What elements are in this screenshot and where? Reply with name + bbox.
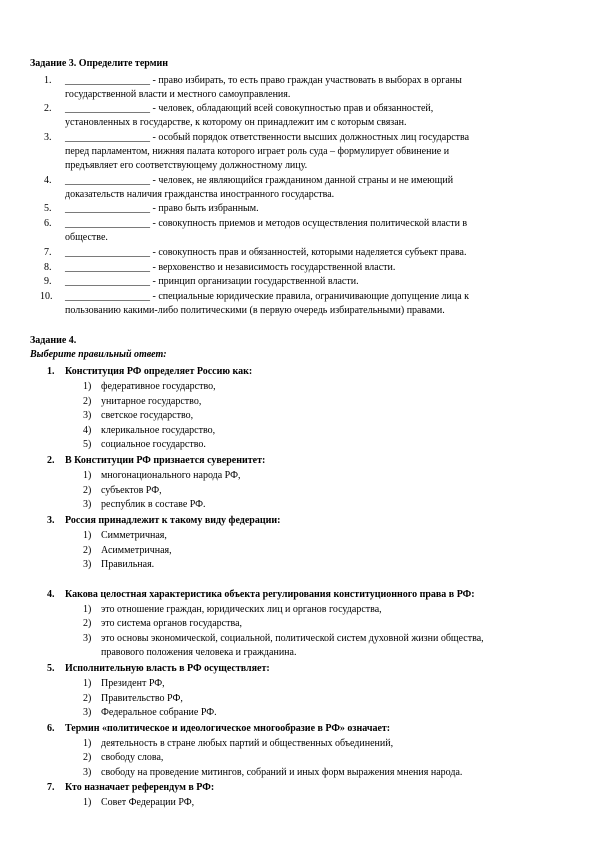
answer-option-continuation: правового положения человека и гражданина. xyxy=(101,647,297,658)
answer-option: клерикальное государство, xyxy=(101,425,216,436)
task3-item-line: доказательств наличия гражданства иностранного государства. xyxy=(65,189,335,200)
task3-item-num: 5. xyxy=(44,203,52,214)
task3-item-line: _________________ - совокупность приемов и методов осуществления политической власти в xyxy=(65,218,468,229)
task3-item-num: 1. xyxy=(44,75,52,86)
question-num: 1. xyxy=(47,366,55,377)
answer-option: социальное государство. xyxy=(101,439,206,450)
question-num: 6. xyxy=(47,723,55,734)
answer-option: субъектов РФ, xyxy=(101,485,162,496)
answer-option: светское государство, xyxy=(101,410,194,421)
task3-item-line: _________________ - человек, не являющийся гражданином данной страны и не имеющий xyxy=(65,175,454,186)
task3-item-num: 7. xyxy=(44,247,52,258)
task3-item-line: _________________ - верховенство и независимость государственной власти. xyxy=(65,262,396,273)
answer-option: многонационального народа РФ, xyxy=(101,470,241,481)
task3-item-num: 6. xyxy=(44,218,52,229)
task3-item-line: _________________ - право быть избранным. xyxy=(65,203,259,214)
answer-option: Совет Федерации РФ, xyxy=(101,797,195,808)
task4-heading: Задание 4. xyxy=(30,335,77,346)
task3-item-line: предъявляет его соответствующему должностному лицу. xyxy=(65,160,308,171)
task3-item-line: обществе. xyxy=(65,232,108,243)
question-text: Россия принадлежит к такому виду федерации: xyxy=(65,515,281,526)
task3-item-line: перед парламентом, нижняя палата которого играет роль суда – формулирует обвинение и xyxy=(65,146,450,157)
answer-option: Асимметричная, xyxy=(101,545,172,556)
question-text: Термин «политическое и идеологическое многообразие в РФ» означает: xyxy=(65,723,391,734)
answer-option: федеративное государство, xyxy=(101,381,216,392)
task3-heading: Задание 3. Определите термин xyxy=(30,58,169,69)
task3-item-num: 4. xyxy=(44,175,52,186)
task3-item-line: _________________ - особый порядок ответственности высших должностных лиц государства xyxy=(65,132,470,143)
answer-option: республик в составе РФ. xyxy=(101,499,206,510)
task3-item-line: пользованию какими-либо политическими (в первую очередь избирательными) правами. xyxy=(65,305,445,316)
task3-item-line: _________________ - специальные юридические правила, ограничивающие допущение лица к xyxy=(65,291,470,302)
question-text: Какова целостная характеристика объекта регулирования конституционного права в РФ: xyxy=(65,589,475,600)
question-text: Конституция РФ определяет Россию как: xyxy=(65,366,253,377)
task3-item-line: _________________ - человек, обладающий всей совокупностью прав и обязанностей, xyxy=(65,103,434,114)
question-text: Исполнительную власть в РФ осуществляет: xyxy=(65,663,270,674)
answer-option: деятельность в стране любых партий и общественных объединений, xyxy=(101,738,394,749)
question-num: 4. xyxy=(47,589,55,600)
task3-item-num: 3. xyxy=(44,132,52,143)
answer-option: унитарное государство, xyxy=(101,396,202,407)
task3-item-num: 8. xyxy=(44,262,52,273)
answer-option: это отношение граждан, юридических лиц и органов государства, xyxy=(101,604,382,615)
answer-option: Правильная. xyxy=(101,559,155,570)
task3-item-line: государственной власти и местного самоуправления. xyxy=(65,89,291,100)
answer-option: Симметричная, xyxy=(101,530,167,541)
task3-item-line: _________________ - принцип организации государственной власти. xyxy=(65,276,359,287)
question-num: 2. xyxy=(47,455,55,466)
question-num: 5. xyxy=(47,663,55,674)
task3-item-num: 10. xyxy=(40,291,53,302)
task3-item-num: 9. xyxy=(44,276,52,287)
task3-item-line: _________________ - совокупность прав и обязанностей, которыми наделяется субъект права. xyxy=(65,247,467,258)
document-page: Задание 3. Определите термин 1. _________________ - право избирать, то есть право граждан участвовать в выборах в органы государственной власти и местного самоуправления. 2. _________________ - человек, обладающий всей совокупностью прав и обязанностей, установленных в государстве, к которому он принадлежит им с которым связан. 3. _________________ - особый порядок ответственности высших должностных лиц государства перед парламентом, нижняя палата которого играет роль суда – формулирует обвинение и предъявляет его соответствующему должностному лицу. 4. _________________ - человек, не являющийся гражданином данной страны и не имеющий доказательств наличия гражданства иностранного государства. 5. _________________ - право быть избранным. 6. _________________ - совокупность приемов и методов осуществления политической власти в обществе. 7. _________________ - совокупность прав и обязанностей, которыми наделяется субъект права. 8. _________________ - верховенство и независимость государственной власти. 9. _________________ - принцип организации государственной власти. 10. _________________ - специальные юридические правила, ограничивающие допущение лица к пользованию какими-либо политическими (в первую очередь избирательными) правами. Задание 4. Выберите правильный ответ: 1. Конституция РФ определяет Россию как: 1) федеративное государство, 2) унитарное государство, 3) светское государство, 4) клерикальное государство, 5) социальное государство. 2. В Конституции РФ признается суверенитет: 1) многонационального народа РФ, 2) субъектов РФ, 3) республик в составе РФ. 3. Россия принадлежит к такому виду федерации: 1) Симметричная, 2) Асимметричная, 3) Правильная. 4. Какова целостная характеристика объекта регулирования конституционного права в РФ: 1) это отношение граждан, юридических лиц и органов государства, 2) это система органов государства, 3) это основы экономической, социальной, политической систем духовной жизни общества, правового положения человека и гражданина. 5. Исполнительную власть в РФ осуществляет: 1) Президент РФ, 2) Правительство РФ, 3) Федеральное собрание РФ. 6. Термин «политическое и идеологическое многообразие в РФ» означает: 1) деятельность в стране любых партий и общественных объединений, 2) свободу слова, 3) свободу на проведение митингов, собраний и иных форм выражения мнения народа. 7. Кто назначает референдум в РФ: 1) Совет Федерации РФ, xyxy=(30,58,484,808)
answer-option: Федеральное собрание РФ. xyxy=(101,707,217,718)
task3-item-line: _________________ - право избирать, то есть право граждан участвовать в выборах в органы xyxy=(65,75,462,86)
question-num: 7. xyxy=(47,782,55,793)
question-text: В Конституции РФ признается суверенитет: xyxy=(65,455,266,466)
question-num: 3. xyxy=(47,515,55,526)
question-text: Кто назначает референдум в РФ: xyxy=(65,782,215,793)
answer-option: Президент РФ, xyxy=(101,678,165,689)
answer-option: свободу слова, xyxy=(101,752,164,763)
answer-option: это основы экономической, социальной, политической систем духовной жизни общества, xyxy=(101,633,484,644)
task3-item-num: 2. xyxy=(44,103,52,114)
answer-option: это система органов государства, xyxy=(101,618,243,629)
task3-item-line: установленных в государстве, к которому он принадлежит им с которым связан. xyxy=(65,117,407,128)
answer-option: свободу на проведение митингов, собраний и иных форм выражения мнения народа. xyxy=(101,767,463,778)
answer-option: Правительство РФ, xyxy=(101,693,183,704)
task4-subheading: Выберите правильный ответ: xyxy=(30,349,167,360)
